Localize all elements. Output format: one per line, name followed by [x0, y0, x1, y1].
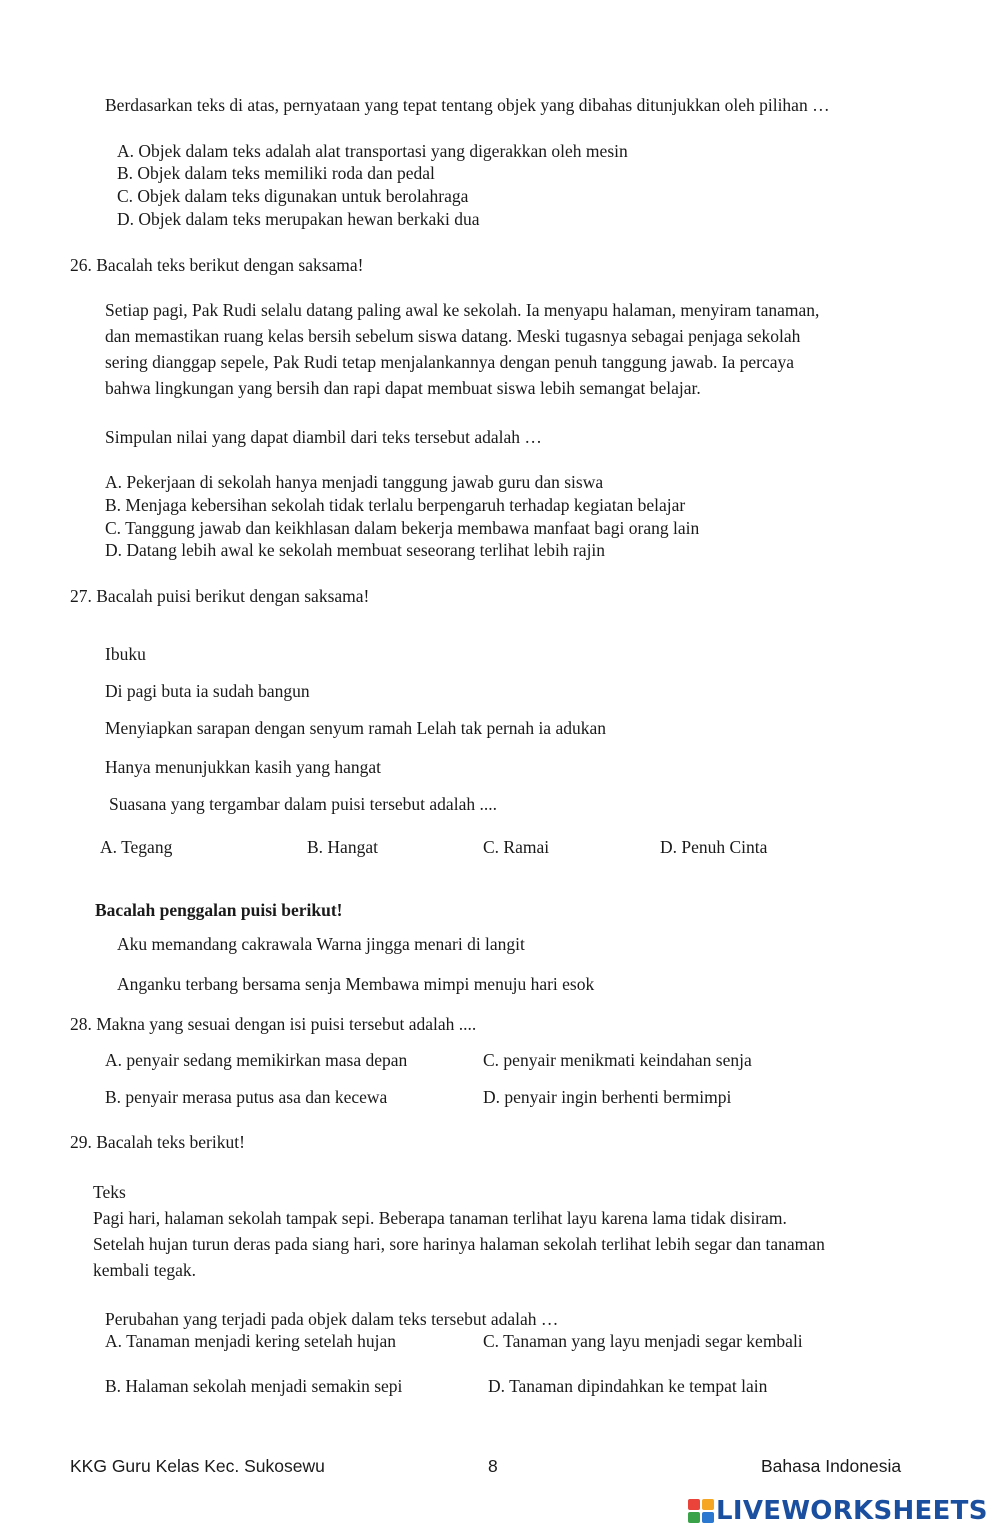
- q28-option-c[interactable]: C. penyair menikmati keindahan senja: [483, 1050, 752, 1070]
- q26-passage-line: bahwa lingkungan yang bersih dan rapi dapat membuat siswa lebih semangat belajar.: [105, 378, 701, 398]
- q27-poem-title: Ibuku: [105, 644, 146, 664]
- q27-question: Suasana yang tergambar dalam puisi tersebut adalah ....: [109, 794, 497, 814]
- logo-square-red: [688, 1499, 700, 1510]
- q26-option-d[interactable]: D. Datang lebih awal ke sekolah membuat seseorang terlihat lebih rajin: [105, 540, 606, 560]
- q25-option-a[interactable]: A. Objek dalam teks adalah alat transportasi yang digerakkan oleh mesin: [117, 141, 628, 161]
- q25-option-d[interactable]: D. Objek dalam teks merupakan hewan berkaki dua: [117, 209, 480, 229]
- q26-heading: 26. Bacalah teks berikut dengan saksama!: [70, 255, 364, 275]
- footer-left: KKG Guru Kelas Kec. Sukosewu: [70, 1456, 325, 1476]
- q29-option-b[interactable]: B. Halaman sekolah menjadi semakin sepi: [105, 1376, 403, 1396]
- q26-option-c[interactable]: C. Tanggung jawab dan keikhlasan dalam bekerja membawa manfaat bagi orang lain: [105, 518, 700, 538]
- q26-option-b[interactable]: B. Menjaga kebersihan sekolah tidak terlalu berpengaruh terhadap kegiatan belajar: [105, 495, 686, 515]
- q28-heading: 28. Makna yang sesuai dengan isi puisi tersebut adalah ....: [70, 1014, 477, 1034]
- q26-passage-line: dan memastikan ruang kelas bersih sebelum siswa datang. Meski tugasnya sebagai penjaga sekolah: [105, 326, 801, 346]
- q25-option-b[interactable]: B. Objek dalam teks memiliki roda dan pedal: [117, 163, 435, 183]
- q29-passage-line: kembali tegak.: [93, 1260, 197, 1280]
- q26-passage-line: Setiap pagi, Pak Rudi selalu datang paling awal ke sekolah. Ia menyapu halaman, menyiram tanaman,: [105, 300, 820, 320]
- q29-passage-line: Pagi hari, halaman sekolah tampak sepi. Beberapa tanaman terlihat layu karena lama tidak disiram.: [93, 1208, 787, 1228]
- q26-passage-line: sering dianggap sepele, Pak Rudi tetap menjalankannya dengan penuh tanggung jawab. Ia percaya: [105, 352, 795, 372]
- q28-poem-line: Anganku terbang bersama senja Membawa mimpi menuju hari esok: [117, 974, 595, 994]
- liveworksheets-mark-icon: [688, 1499, 714, 1523]
- q29-text-label: Teks: [93, 1182, 126, 1202]
- q25-stem: Berdasarkan teks di atas, pernyataan yang tepat tentang objek yang dibahas ditunjukkan oleh pilihan …: [105, 95, 830, 115]
- q28-intro: Bacalah penggalan puisi berikut!: [95, 900, 343, 920]
- q29-option-c[interactable]: C. Tanaman yang layu menjadi segar kembali: [483, 1331, 803, 1351]
- q29-passage-line: Setelah hujan turun deras pada siang hari, sore harinya halaman sekolah terlihat lebih segar dan tanaman: [93, 1234, 825, 1254]
- liveworksheets-logo[interactable]: [688, 1496, 988, 1526]
- page-number: 8: [488, 1456, 498, 1476]
- q27-option-d[interactable]: D. Penuh Cinta: [660, 837, 768, 857]
- q27-poem-line: Menyiapkan sarapan dengan senyum ramah Lelah tak pernah ia adukan: [105, 718, 606, 738]
- q28-option-d[interactable]: D. penyair ingin berhenti bermimpi: [483, 1087, 732, 1107]
- q29-option-d[interactable]: D. Tanaman dipindahkan ke tempat lain: [488, 1376, 768, 1396]
- q29-option-a[interactable]: A. Tanaman menjadi kering setelah hujan: [105, 1331, 396, 1351]
- q26-question: Simpulan nilai yang dapat diambil dari teks tersebut adalah …: [105, 427, 542, 447]
- q28-option-b[interactable]: B. penyair merasa putus asa dan kecewa: [105, 1087, 388, 1107]
- q29-question: Perubahan yang terjadi pada objek dalam teks tersebut adalah …: [105, 1309, 559, 1329]
- q27-option-a[interactable]: A. Tegang: [100, 837, 173, 857]
- q25-option-c[interactable]: C. Objek dalam teks digunakan untuk berolahraga: [117, 186, 469, 206]
- q27-heading: 27. Bacalah puisi berikut dengan saksama!: [70, 586, 370, 606]
- logo-square-orange: [702, 1499, 714, 1510]
- q27-poem-line: Hanya menunjukkan kasih yang hangat: [105, 757, 382, 777]
- q28-option-a[interactable]: A. penyair sedang memikirkan masa depan: [105, 1050, 408, 1070]
- q27-option-b[interactable]: B. Hangat: [307, 837, 378, 857]
- q26-option-a[interactable]: A. Pekerjaan di sekolah hanya menjadi tanggung jawab guru dan siswa: [105, 472, 604, 492]
- logo-square-blue: [702, 1512, 714, 1523]
- q28-poem-line: Aku memandang cakrawala Warna jingga menari di langit: [117, 934, 525, 954]
- q27-poem-line: Di pagi buta ia sudah bangun: [105, 681, 310, 701]
- logo-text: LIVEWORKSHEETS: [716, 1496, 988, 1526]
- q29-heading: 29. Bacalah teks berikut!: [70, 1132, 245, 1152]
- logo-square-green: [688, 1512, 700, 1523]
- footer-right: Bahasa Indonesia: [761, 1456, 902, 1476]
- q27-option-c[interactable]: C. Ramai: [483, 837, 550, 857]
